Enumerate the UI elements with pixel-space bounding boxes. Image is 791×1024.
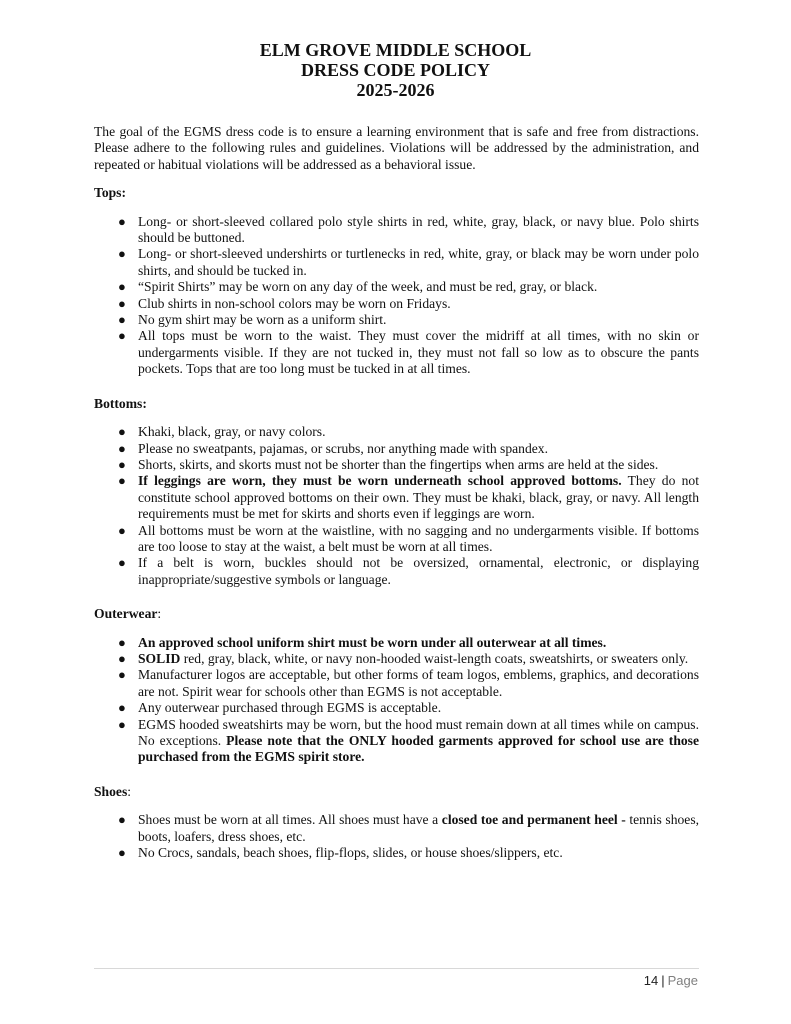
list-item: ● All bottoms must be worn at the waistline, with no sagging and no undergarments visible. If bottoms are too loose to stay at the waist, a belt must be worn at all times. xyxy=(118,522,699,554)
title-block xyxy=(0,40,791,100)
school-year: 2025-2026 xyxy=(356,80,435,100)
bullet-icon: ● xyxy=(118,246,126,262)
bullet-icon: ● xyxy=(118,456,126,472)
bullet-icon: ● xyxy=(118,667,126,683)
bullet-icon: ● xyxy=(118,555,126,571)
shoes-list xyxy=(94,812,699,861)
outerwear-list xyxy=(94,635,699,766)
school-name: ELM GROVE MIDDLE SCHOOL xyxy=(259,40,532,60)
list-item: ● Any outerwear purchased through EGMS is acceptable. xyxy=(118,700,442,716)
list-item: ● Khaki, black, gray, or navy colors. xyxy=(118,424,326,440)
page-number: 14 xyxy=(643,973,659,988)
bullet-icon: ● xyxy=(118,328,126,344)
list-item: ● Shoes must be worn at all times. All shoes must have a closed toe and permanent heel - tennis shoes, boots, loafers, dress shoes, etc. xyxy=(118,812,700,844)
footer-separator: | xyxy=(661,973,665,988)
page-label: Page xyxy=(667,973,698,988)
bullet-icon: ● xyxy=(118,440,126,456)
bullet-icon: ● xyxy=(118,312,126,328)
bullet-icon: ● xyxy=(118,634,126,650)
bullet-icon: ● xyxy=(118,213,126,229)
list-item: ● If leggings are worn, they must be worn underneath school approved bottoms. They do not constitute school approved bottoms on their own. They must be khaki, black, gray, or navy. All length requirements must be met for skirts and shorts even if leggings are worn. xyxy=(118,473,699,522)
list-item: ● Shorts, skirts, and skorts must not be shorter than the fingertips when arms are held at the sides. xyxy=(118,456,659,472)
list-item: ● All tops must be worn to the waist. They must cover the midriff at all times, with no skin or undergarments visible. If they are not tucked in, they must not fall so low as to obscure the pants pockets. Tops that are too long must be tucked in at all times. xyxy=(118,328,699,377)
bullet-icon: ● xyxy=(118,812,126,828)
document-title: DRESS CODE POLICY xyxy=(300,60,491,80)
footer-divider xyxy=(94,968,699,969)
list-item: ● Long- or short-sleeved collared polo style shirts in red, white, gray, black, or navy blue. Polo shirts should be buttoned. xyxy=(118,213,699,246)
list-item: ● Club shirts in non-school colors may be worn on Fridays. xyxy=(118,295,451,311)
bullet-icon: ● xyxy=(118,650,126,666)
bullet-icon: ● xyxy=(118,473,126,489)
list-item: ● EGMS hooded sweatshirts may be worn, but the hood must remain down at all times while on campus. No exceptions. Please note that the ONLY hooded garments approved for school use are those purchased from the EGMS spirit store. xyxy=(118,716,699,765)
section-heading-shoes: Shoes: xyxy=(94,783,132,799)
list-item: ● Manufacturer logos are acceptable, but other forms of team logos, emblems, graphics, and decorations are not. Spirit wear for schools other than EGMS is not acceptable. xyxy=(118,667,699,699)
bullet-icon: ● xyxy=(118,279,126,295)
list-item: ● No gym shirt may be worn as a uniform shirt. xyxy=(118,312,387,328)
list-item: ● If a belt is worn, buckles should not be oversized, ornamental, electronic, or displaying inappropriate/suggestive symbols or language. xyxy=(118,555,699,587)
bullet-icon: ● xyxy=(118,424,126,440)
list-item: ● SOLID red, gray, black, white, or navy non-hooded waist-length coats, sweatshirts, or sweaters only. xyxy=(118,650,689,666)
list-item: ● An approved school uniform shirt must be worn under all outerwear at all times. xyxy=(118,634,607,650)
bottoms-list xyxy=(94,424,699,588)
page-footer xyxy=(644,973,698,988)
section-heading-tops: Tops: xyxy=(94,185,126,201)
intro-paragraph: The goal of the EGMS dress code is to ensure a learning environment that is safe and free from distractions. Please adhere to the following rules and guidelines. Violations will be addressed by the administration, and repeated or habitual violations will be addressed as a behavioral issue. xyxy=(94,124,699,172)
section-heading-outerwear: Outerwear: xyxy=(94,606,162,622)
list-item: ● Please no sweatpants, pajamas, or scrubs, nor anything made with spandex. xyxy=(118,440,548,456)
bullet-icon: ● xyxy=(118,700,126,716)
bullet-icon: ● xyxy=(118,845,126,861)
section-heading-bottoms: Bottoms: xyxy=(94,395,147,411)
bullet-icon: ● xyxy=(118,716,126,732)
tops-list xyxy=(94,214,699,378)
bullet-icon: ● xyxy=(118,295,126,311)
list-item: ● No Crocs, sandals, beach shoes, flip-flops, slides, or house shoes/slippers, etc. xyxy=(118,845,563,861)
policy-content xyxy=(94,124,699,879)
list-item: ● Long- or short-sleeved undershirts or turtlenecks in red, white, gray, or black may be worn under polo shirts, and should be tucked in. xyxy=(118,246,699,278)
list-item: ● “Spirit Shirts” may be worn on any day of the week, and must be red, gray, or black. xyxy=(118,279,598,295)
bullet-icon: ● xyxy=(118,522,126,538)
